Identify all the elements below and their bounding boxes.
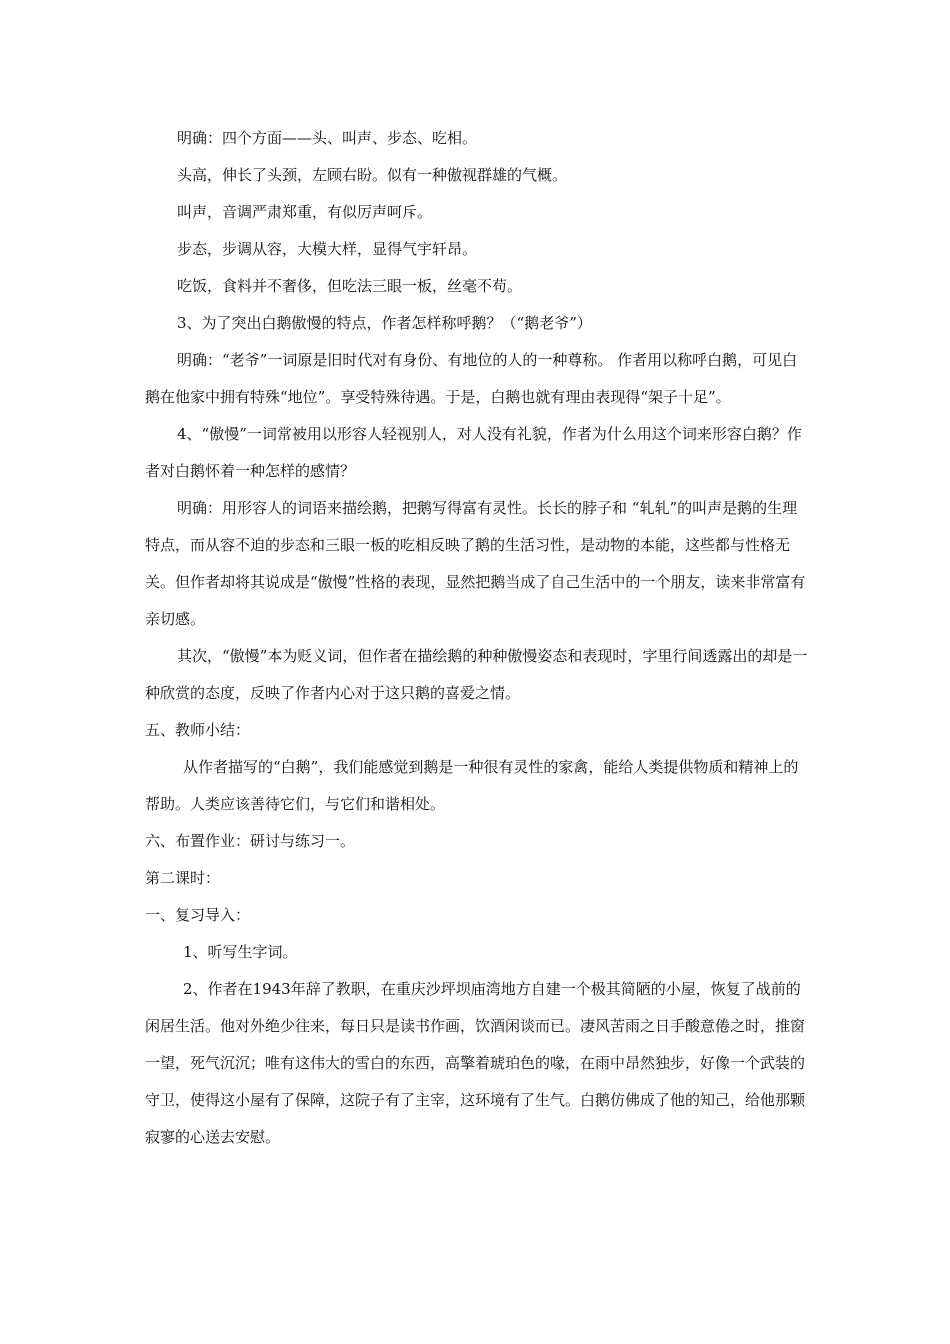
section-heading-homework: 六、布置作业：研讨与练习一。 [145, 832, 356, 850]
paragraph-head: 头高，伸长了头颈，左顾右盼。似有一种傲视群雄的气概。 [177, 166, 568, 184]
section-heading-review: 一、复习导入： [145, 906, 251, 924]
section-heading-second-lesson: 第二课时： [145, 869, 221, 887]
paragraph-answer-4: 明确：用形容人的词语来描绘鹅，把鹅写得富有灵性。长长的脖子和 “轧轧”的叫声是鹅的生理特点，而从容不迫的步态和三眼一板的吃相反映了鹅的生活习性，是动物的本能，这些都与性格无关。但作者却将其说成是“傲慢”性格的表现，显然把鹅当成了自己生活中的一个朋友，读来非常富有亲切感。 [145, 499, 806, 628]
document-page [145, 120, 809, 1156]
paragraph-summary: 从作者描写的“白鹅”，我们能感觉到鹅是一种很有灵性的家禽，能给人类提供物质和精神上的帮助。人类应该善待它们，与它们和谐相处。 [145, 758, 799, 813]
paragraph-question-3: 3、为了突出白鹅傲慢的特点，作者怎样称呼鹅？（“鹅老爷”） [177, 314, 592, 332]
paragraph-gait: 步态，步调从容，大模大样，显得气宇轩昂。 [177, 240, 478, 258]
paragraph-answer-four-aspects: 明确：四个方面——头、叫声、步态、吃相。 [177, 129, 478, 147]
paragraph-background: 2、作者在1943年辞了教职，在重庆沙坪坝庙湾地方自建一个极其简陋的小屋，恢复了战前的闲居生活。他对外绝少往来，每日只是读书作画，饮酒闲谈而已。凄风苦雨之日手酸意倦之时，推窗一望，死气沉沉；唯有这伟大的雪白的东西，高擎着琥珀色的喙，在雨中昂然独步，好像一个武装的守卫，使得这小屋有了保障，这院子有了主宰，这环境有了生气。白鹅仿佛成了他的知己，给他那颗寂寥的心送去安慰。 [145, 980, 806, 1146]
paragraph-eating: 吃饭，食料并不奢侈，但吃法三眼一板，丝毫不苟。 [177, 277, 523, 295]
paragraph-call: 叫声，音调严肃郑重，有似厉声呵斥。 [177, 203, 433, 221]
paragraph-secondly: 其次，“傲慢”本为贬义词，但作者在描绘鹅的种种傲慢姿态和表现时，字里行间透露出的却是一种欣赏的态度，反映了作者内心对于这只鹅的喜爱之情。 [145, 647, 808, 702]
paragraph-dictation: 1、听写生字词。 [183, 943, 298, 961]
section-heading-summary: 五、教师小结： [145, 721, 251, 739]
paragraph-answer-3: 明确：“老爷”一词原是旧时代对有身份、有地位的人的一种尊称。 作者用以称呼白鹅，可见白鹅在他家中拥有特殊“地位”。享受特殊待遇。于是，白鹅也就有理由表现得“架子十足”。 [145, 351, 798, 406]
paragraph-question-4: 4、“傲慢”一词常被用以形容人轻视别人，对人没有礼貌，作者为什么用这个词来形容白鹅？作者对白鹅怀着一种怎样的感情？ [145, 425, 802, 480]
